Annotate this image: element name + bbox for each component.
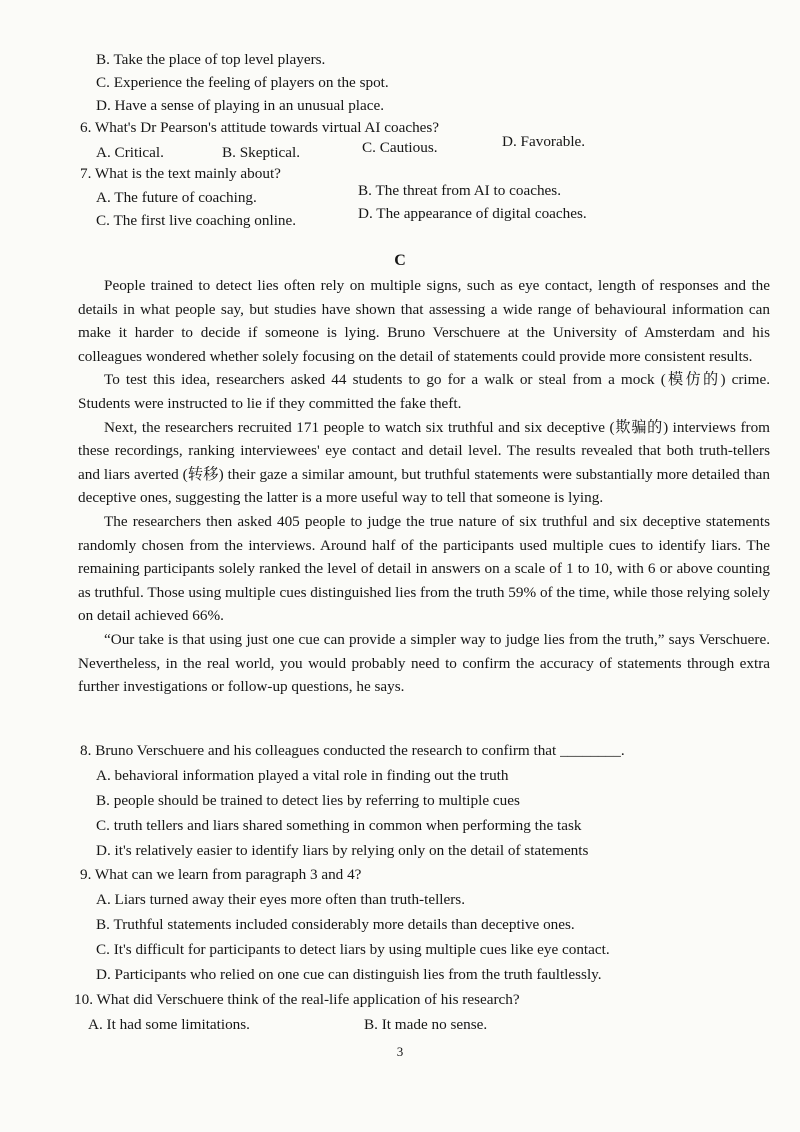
passage-paragraph-1: People trained to detect lies often rely on multiple signs, such as eye contact, length of responses and the details in what people say, but studies have shown that assessing a wide range of behavioural information can make it harder to decide if someone is lying. Bruno Verschuere at the University of Amsterdam and his colleagues wondered whether solely focusing on the detail of statements could provide more consistent results. [78, 277, 770, 365]
q9-option-c: C. It's difficult for participants to detect liars by using multiple cues like eye contact. [96, 941, 610, 958]
page-number: 3 [396, 1044, 404, 1059]
q7-option-a: A. The future of coaching. [96, 189, 257, 206]
q7-option-b: B. The threat from AI to coaches. [358, 182, 561, 199]
q8-stem: 8. Bruno Verschuere and his colleagues conducted the research to confirm that ________. [80, 742, 625, 759]
q5-option-b: B. Take the place of top level players. [96, 51, 326, 68]
q7-option-d: D. The appearance of digital coaches. [358, 205, 587, 222]
q10-option-a: A. It had some limitations. [88, 1016, 250, 1033]
q7-stem: 7. What is the text mainly about? [80, 165, 281, 182]
q6-option-d: D. Favorable. [502, 133, 586, 150]
passage [78, 274, 770, 699]
q6-option-b: B. Skeptical. [222, 144, 301, 161]
q8-option-c: C. truth tellers and liars shared something in common when performing the task [96, 817, 582, 834]
q8-option-a: A. behavioral information played a vital role in finding out the truth [96, 767, 509, 784]
q10-stem: 10. What did Verschuere think of the real-life application of his research? [74, 991, 520, 1008]
q9-stem: 9. What can we learn from paragraph 3 and 4? [80, 866, 362, 883]
q6-stem: 6. What's Dr Pearson's attitude towards virtual AI coaches? [80, 119, 440, 136]
q5-option-d: D. Have a sense of playing in an unusual place. [96, 97, 385, 114]
q9-option-a: A. Liars turned away their eyes more often than truth-tellers. [96, 891, 466, 908]
q8-option-b: B. people should be trained to detect lies by referring to multiple cues [96, 792, 520, 809]
passage-paragraph-5: “Our take is that using just one cue can provide a simpler way to judge lies from the truth,” says Verschuere. Nevertheless, in the real world, you would probably need to confirm the accuracy of statements through extra further investigations or follow-up questions, he says. [78, 630, 770, 696]
passage-paragraph-4: The researchers then asked 405 people to judge the true nature of six truthful and six deceptive statements randomly chosen from the interviews. Around half of the participants used multiple cues to identify liars. The remaining participants solely ranked the level of detail in answers on a scale of 1 to 10, with 6 or above counting as truthful. Those using multiple cues distinguished lies from the truth 59% of the time, while those relying solely on detail achieved 66%. [78, 512, 770, 625]
q6-option-c: C. Cautious. [362, 139, 438, 156]
q9-option-b: B. Truthful statements included considerably more details than deceptive ones. [96, 916, 575, 933]
section-heading: C [394, 252, 406, 269]
passage-paragraph-2: To test this idea, researchers asked 44 students to go for a walk or steal from a mock (模仿的) crime. Students were instructed to lie if they committed the fake theft. [78, 371, 770, 412]
q6-option-a: A. Critical. [96, 144, 164, 161]
q10-option-b: B. It made no sense. [364, 1016, 488, 1033]
q7-option-c: C. The first live coaching online. [96, 212, 297, 229]
q9-option-d: D. Participants who relied on one cue can distinguish lies from the truth faultlessly. [96, 966, 602, 983]
passage-paragraph-3: Next, the researchers recruited 171 people to watch six truthful and six deceptive (欺骗的) interviews from these recordings, ranking interviewees' eye contact and detail level. The results revealed that both truth-tellers and liars averted (转移) their gaze a similar amount, but truthful statements were substantially more detailed than deceptive ones, suggesting the latter is a more useful way to tell that someone is lying. [78, 418, 770, 507]
q8-option-d: D. it's relatively easier to identify liars by relying only on the detail of statements [96, 842, 589, 859]
q5-option-c: C. Experience the feeling of players on the spot. [96, 74, 389, 91]
